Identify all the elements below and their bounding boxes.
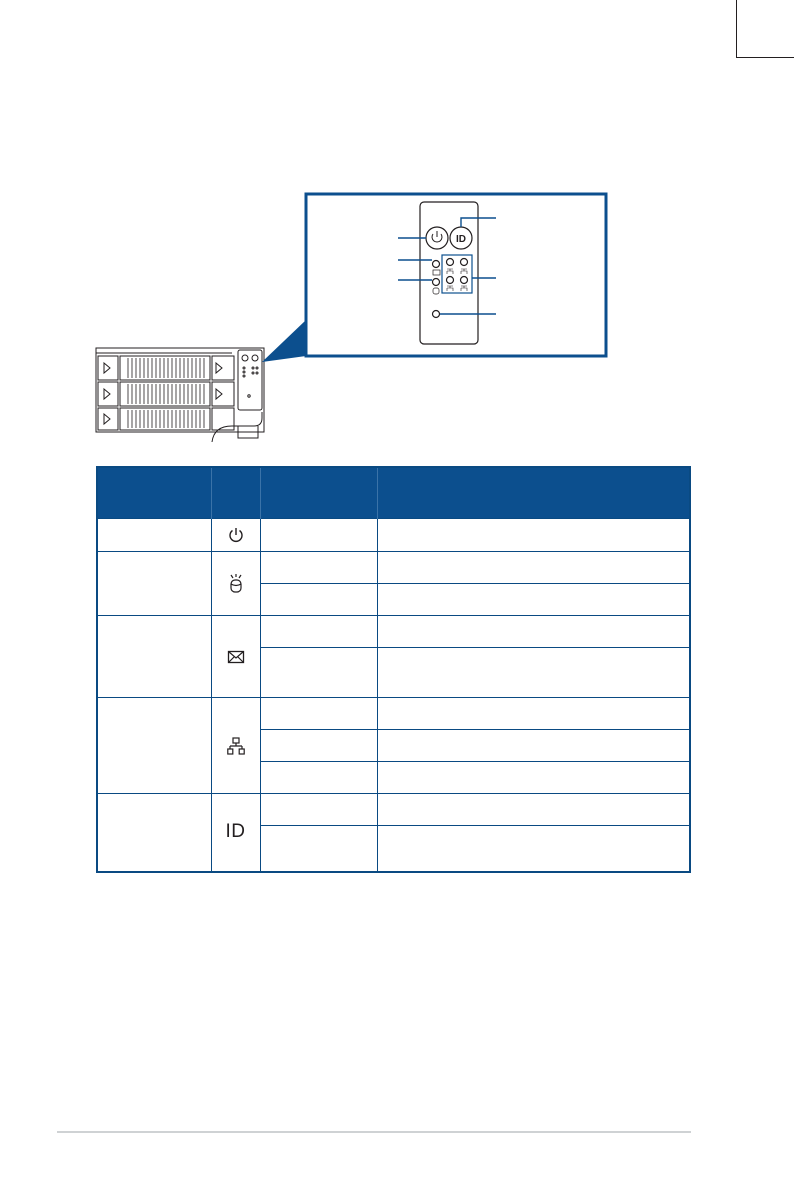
description-cell xyxy=(377,648,690,698)
status-cell xyxy=(260,519,377,552)
led-name-cell xyxy=(97,616,211,698)
front-panel-illustration xyxy=(92,190,612,450)
hdd-icon xyxy=(227,574,245,594)
header-description xyxy=(377,467,690,519)
front-panel-figure xyxy=(92,190,612,450)
table-row xyxy=(97,519,690,552)
description-cell xyxy=(377,762,690,794)
icon-cell xyxy=(211,616,260,698)
header-icon xyxy=(211,467,260,519)
header-status xyxy=(260,467,377,519)
led-name-cell xyxy=(97,519,211,552)
crop-mark-right xyxy=(736,57,794,58)
status-cell xyxy=(260,584,377,616)
description-cell xyxy=(377,730,690,762)
header-led xyxy=(97,467,211,519)
server-chassis xyxy=(96,348,264,442)
status-cell xyxy=(260,648,377,698)
description-cell xyxy=(377,584,690,616)
status-cell xyxy=(260,762,377,794)
led-name-cell xyxy=(97,552,211,616)
description-cell xyxy=(377,794,690,826)
table-row xyxy=(97,552,690,584)
description-cell xyxy=(377,519,690,552)
description-cell xyxy=(377,552,690,584)
status-cell xyxy=(260,730,377,762)
description-cell xyxy=(377,826,690,872)
status-cell xyxy=(260,616,377,648)
description-cell xyxy=(377,698,690,730)
crop-mark-top xyxy=(736,0,737,58)
table-row xyxy=(97,616,690,648)
led-name-cell xyxy=(97,698,211,794)
icon-cell xyxy=(211,794,260,872)
power-icon xyxy=(227,526,245,544)
enlarged-front-panel xyxy=(420,202,478,344)
icon-cell xyxy=(211,552,260,616)
id-icon: ID xyxy=(225,821,246,843)
status-cell xyxy=(260,552,377,584)
status-cell xyxy=(260,826,377,872)
icon-cell xyxy=(211,519,260,552)
status-cell xyxy=(260,794,377,826)
table-header-row xyxy=(97,467,690,519)
table-row xyxy=(97,794,690,826)
footer-rule xyxy=(57,1131,691,1133)
led-description-table xyxy=(96,466,691,873)
icon-cell xyxy=(211,698,260,794)
svg-text:ID: ID xyxy=(456,234,466,245)
zoom-wedge xyxy=(262,320,306,362)
network-icon xyxy=(227,737,245,755)
envelope-icon xyxy=(227,650,245,664)
table-row xyxy=(97,698,690,730)
led-name-cell xyxy=(97,794,211,872)
description-cell xyxy=(377,616,690,648)
status-cell xyxy=(260,698,377,730)
